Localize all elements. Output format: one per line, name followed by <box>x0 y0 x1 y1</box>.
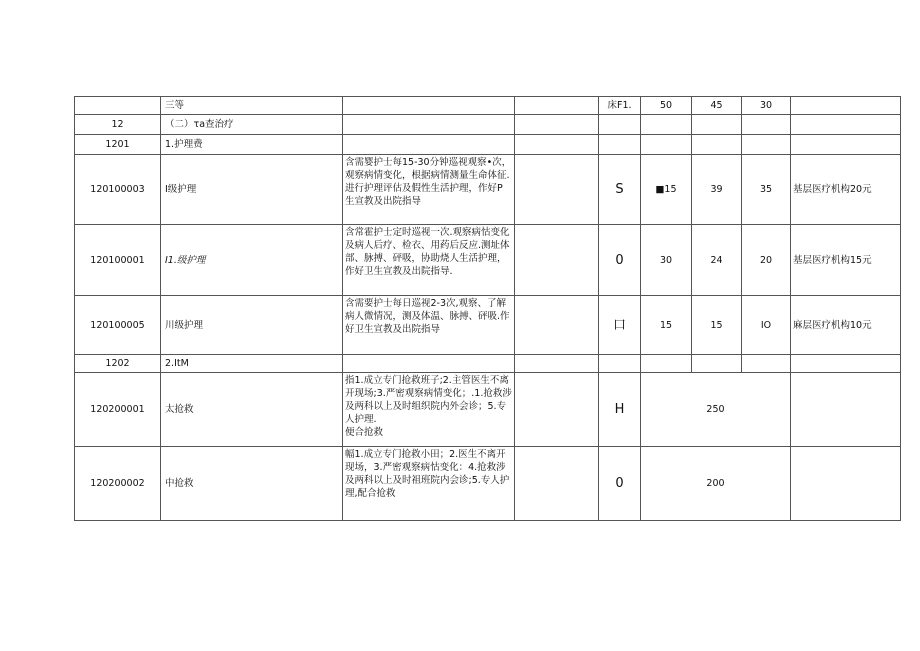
item-name: 太抢救 <box>161 373 343 447</box>
item-name: 川级护理 <box>161 296 343 355</box>
item-content <box>343 97 515 115</box>
excluded-content <box>515 296 599 355</box>
price-tier-2 <box>692 115 742 135</box>
item-name: 1.护理费 <box>161 135 343 155</box>
pricing-unit: 床F1. <box>599 97 641 115</box>
pricing-unit <box>599 135 641 155</box>
price-tier-3: 20 <box>742 225 791 296</box>
table-row <box>75 225 901 296</box>
price-tier-3: 35 <box>742 155 791 225</box>
item-name: I级护理 <box>161 155 343 225</box>
price-tier-1 <box>641 135 692 155</box>
price-tier-2: 15 <box>692 296 742 355</box>
excluded-content <box>515 135 599 155</box>
pricing-unit: 0 <box>599 225 641 296</box>
item-note <box>791 447 901 521</box>
item-note <box>791 373 901 447</box>
price-tier-3 <box>742 135 791 155</box>
pricing-unit: H <box>599 373 641 447</box>
table-row <box>75 355 901 373</box>
excluded-content <box>515 355 599 373</box>
price-tier-2 <box>692 355 742 373</box>
table-row <box>75 155 901 225</box>
table-row <box>75 135 901 155</box>
price-tier-1: 30 <box>641 225 692 296</box>
item-content: 幅1.成立专门抢救小田；2.医生不离开现场，3.严密观察病怙变化：4.抢救涉及两科以上及时祖班院内会诊;5.专人护理,配合抢救 <box>343 447 515 521</box>
excluded-content <box>515 373 599 447</box>
price-tier-2 <box>692 135 742 155</box>
item-name: I1.级护理 <box>161 225 343 296</box>
excluded-content <box>515 97 599 115</box>
item-note <box>791 135 901 155</box>
item-content-extra: 便合抢救 <box>345 427 384 438</box>
table-row <box>75 97 901 115</box>
excluded-content <box>515 155 599 225</box>
table-row <box>75 115 901 135</box>
item-content: 含需要护士每日巡视2-3次,观察、了解病人微情况，测及体温、脉搏、砰吸.作好卫生宣教及出院指导 <box>343 296 515 355</box>
excluded-content <box>515 225 599 296</box>
price-tier-2: 39 <box>692 155 742 225</box>
item-content <box>343 355 515 373</box>
price-tier-1: 15 <box>641 296 692 355</box>
table-row <box>75 447 901 521</box>
price-table <box>74 96 901 521</box>
item-note <box>791 97 901 115</box>
price-tier-1: ■15 <box>641 155 692 225</box>
item-code: 120100003 <box>75 155 161 225</box>
price-tier-1 <box>641 355 692 373</box>
item-code: 120100005 <box>75 296 161 355</box>
price-merged: 200 <box>641 447 791 521</box>
pricing-unit: 口 <box>599 296 641 355</box>
price-tier-3 <box>742 355 791 373</box>
excluded-content <box>515 447 599 521</box>
item-code: 1201 <box>75 135 161 155</box>
item-code: 12 <box>75 115 161 135</box>
table-row <box>75 373 901 447</box>
item-name: （二）τa查治疗 <box>161 115 343 135</box>
price-merged: 250 <box>641 373 791 447</box>
item-content: 含常霍护士定时巡视一次.观察病怙变化及病人后疗、检衣、用药后反应.测址体部、脉搏、砰吸，协助烧人生活护理，作好卫生宣教及出院指导. <box>343 225 515 296</box>
item-code: 120200001 <box>75 373 161 447</box>
pricing-unit: S <box>599 155 641 225</box>
table-row <box>75 296 901 355</box>
pricing-unit: 0 <box>599 447 641 521</box>
item-content <box>343 115 515 135</box>
item-code <box>75 97 161 115</box>
price-tier-1 <box>641 115 692 135</box>
item-note <box>791 355 901 373</box>
price-tier-2: 24 <box>692 225 742 296</box>
item-code: 1202 <box>75 355 161 373</box>
item-code: 120200002 <box>75 447 161 521</box>
item-content <box>343 373 515 447</box>
price-tier-2: 45 <box>692 97 742 115</box>
price-tier-3: 30 <box>742 97 791 115</box>
price-tier-1: 50 <box>641 97 692 115</box>
item-note <box>791 115 901 135</box>
item-content <box>343 135 515 155</box>
item-code: 120100001 <box>75 225 161 296</box>
item-note: 基层医疗机构20元 <box>791 155 901 225</box>
price-tier-3: IO <box>742 296 791 355</box>
excluded-content <box>515 115 599 135</box>
pricing-unit <box>599 115 641 135</box>
item-content-main: 指1.成立专门抢救班子;2.主管医生不离开现场;3.严密观察病情变化；.1.抢救涉及两科以上及时组织院内外会诊；5.专人护理. <box>345 375 512 425</box>
item-note: 麻层医疗机构10元 <box>791 296 901 355</box>
item-name: 三等 <box>161 97 343 115</box>
item-name: 2.ItM <box>161 355 343 373</box>
price-tier-3 <box>742 115 791 135</box>
item-note: 基层医疗机构15元 <box>791 225 901 296</box>
item-content: 含需婴护士每15-30分钟巡视观察•次，观察病情变化，根据病情测量生命体征.进行护理评估及假性生活护理，作好P生宣教及出院指导 <box>343 155 515 225</box>
pricing-unit <box>599 355 641 373</box>
item-name: 中抢救 <box>161 447 343 521</box>
